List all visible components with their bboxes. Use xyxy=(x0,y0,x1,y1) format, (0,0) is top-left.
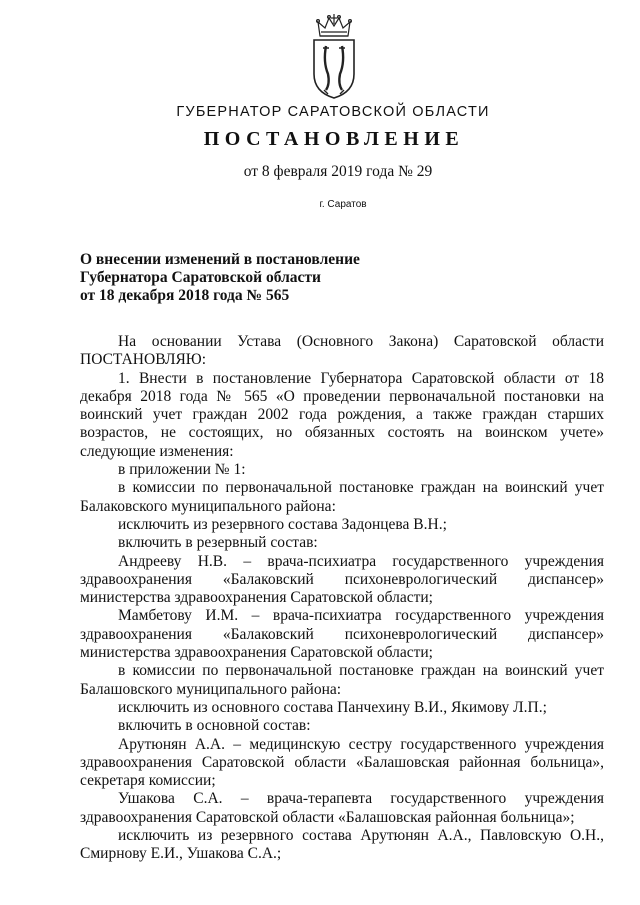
body-paragraph: Ушакова С.А. – врача-терапевта государственного учреждения здравоохранения Саратовской области «Балашовская районная больница»; xyxy=(80,790,604,826)
title-line: О внесении изменений в постановление xyxy=(80,251,360,268)
document-title xyxy=(80,251,500,305)
title-line: Губернатора Саратовской области xyxy=(80,269,321,286)
document-type: ПОСТАНОВЛЕНИЕ xyxy=(203,128,465,150)
body-paragraph: в приложении № 1: xyxy=(118,461,246,479)
body-paragraph: исключить из основного состава Панчехину В.И., Якимову Л.П.; xyxy=(118,698,547,716)
body-paragraph: Мамбетову И.М. – врача-психиатра государственного учреждения здравоохранения «Балаковский психоневрологический диспансер» министерства здравоохранения Саратовской области; xyxy=(80,607,604,662)
body-paragraph: включить в резервный состав: xyxy=(118,534,318,552)
issuing-authority: ГУБЕРНАТОР САРАТОВСКОЙ ОБЛАСТИ xyxy=(176,104,490,120)
document-body xyxy=(80,333,604,864)
body-paragraph: Арутюнян А.А. – медицинскую сестру государственного учреждения здравоохранения Саратовской области «Балашовская районная больница», секретаря комиссии; xyxy=(80,735,604,790)
document-city: г. Саратов xyxy=(319,199,367,210)
body-paragraph: На основании Устава (Основного Закона) Саратовской области ПОСТАНОВЛЯЮ: xyxy=(80,333,604,369)
body-paragraph: 1. Внести в постановление Губернатора Саратовской области от 18 декабря 2018 года № 565 «О проведении первоначальной постановки на воинский учет граждан 2002 года рождения, а также граждан старших возрастов, не состоящих, но обязанных состоять на воинском учете» следующие изменения: xyxy=(80,369,604,460)
body-paragraph: включить в основной состав: xyxy=(118,717,311,735)
body-paragraph: исключить из резервного состава Задонцева В.Н.; xyxy=(118,515,447,533)
saratov-coat-of-arms-icon xyxy=(306,12,362,100)
body-paragraph: в комиссии по первоначальной постановке граждан на воинский учет Балаковского муниципального района: xyxy=(80,479,604,515)
document-date-number: от 8 февраля 2019 года № 29 xyxy=(243,163,433,180)
body-paragraph: исключить из резервного состава Арутюнян А.А., Павловскую О.Н., Смирнову Е.И., Ушакова С.А.; xyxy=(80,827,604,863)
title-line: от 18 декабря 2018 года № 565 xyxy=(80,287,290,304)
body-paragraph: в комиссии по первоначальной постановке граждан на воинский учет Балашовского муниципального района: xyxy=(80,662,604,698)
body-paragraph: Андрееву Н.В. – врача-психиатра государственного учреждения здравоохранения «Балаковский психоневрологический диспансер» министерства здравоохранения Саратовской области; xyxy=(80,552,604,607)
